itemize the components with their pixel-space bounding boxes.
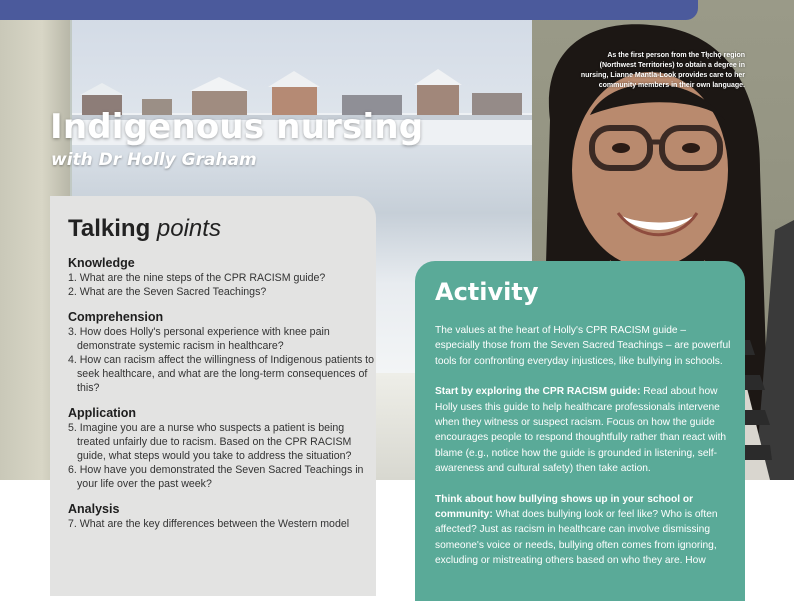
question-item: 7. What are the key differences between the Western model bbox=[68, 518, 350, 530]
section-application bbox=[68, 406, 376, 491]
activity-heading: Activity bbox=[435, 278, 539, 306]
question-item: 2. What are the Seven Sacred Teachings? bbox=[68, 286, 267, 298]
talking-points-heading-bold: Talking bbox=[68, 215, 151, 242]
section-heading: Knowledge bbox=[68, 256, 135, 270]
activity-step-2-text: What does bullying look or feel like? Who is often affected? Just as racism in healthcare can involve dismissing someone's voice or needs, bullying often comes from ignoring, excluding or mistreating others based on who they are. How bbox=[435, 509, 718, 567]
activity-step-1-text: Read about how Holly uses this guide to help healthcare professionals intervene when they witness or suspect racism. Focus on how the guide encourages people to respond thoughtfully rather than react with blame (e.g., notice how the guide is grounded in listening, self-awareness and cultural safety) then take action. bbox=[435, 386, 727, 475]
activity-step-1 bbox=[435, 384, 733, 476]
question-item: 1. What are the nine steps of the CPR RACISM guide? bbox=[68, 272, 326, 284]
question-item: 5. Imagine you are a nurse who suspects a patient is being treated unfairly due to racism. Based on the CPR RACISM guide, what steps would you take to address the situation? bbox=[68, 422, 352, 462]
activity-intro: The values at the heart of Holly's CPR RACISM guide – especially those from the Seven Sacred Teachings – are powerful tools for confronting everyday injustices, like bullying in schools. bbox=[435, 325, 731, 367]
talking-points-heading-rest: points bbox=[156, 215, 221, 242]
section-analysis bbox=[68, 502, 376, 531]
section-heading: Application bbox=[68, 406, 137, 420]
talking-points-heading bbox=[68, 214, 376, 244]
activity-step-2 bbox=[435, 492, 733, 569]
question-item: 3. How does Holly's personal experience with knee pain demonstrate systemic racism in healthcare? bbox=[68, 326, 330, 352]
section-knowledge bbox=[68, 256, 376, 299]
page-title: Indigenous nursing bbox=[50, 107, 424, 147]
activity-step-2-lead: Think about how bullying shows up in your school or community: bbox=[435, 493, 694, 521]
activity-step-1-lead: Start by exploring the CPR RACISM guide: bbox=[435, 386, 641, 398]
section-heading: Comprehension bbox=[68, 310, 164, 324]
activity-panel bbox=[415, 261, 745, 601]
page-subtitle: with Dr Holly Graham bbox=[51, 150, 257, 170]
header-bar bbox=[0, 0, 698, 20]
question-item: 4. How can racism affect the willingness of Indigenous patients to seek healthcare, and what are the long-term consequences of this? bbox=[68, 354, 375, 394]
photo-caption: As the first person from the Tłı̨chǫ region (Northwest Territories) to obtain a degree in nursing, Lianne Mantla-Look provides care to her community members in their own language. bbox=[580, 52, 745, 89]
question-item: 6. How have you demonstrated the Seven Sacred Teachings in your life over the past week? bbox=[68, 464, 364, 490]
talking-points-panel bbox=[50, 196, 376, 596]
section-heading: Analysis bbox=[68, 502, 120, 516]
section-comprehension bbox=[68, 310, 376, 395]
